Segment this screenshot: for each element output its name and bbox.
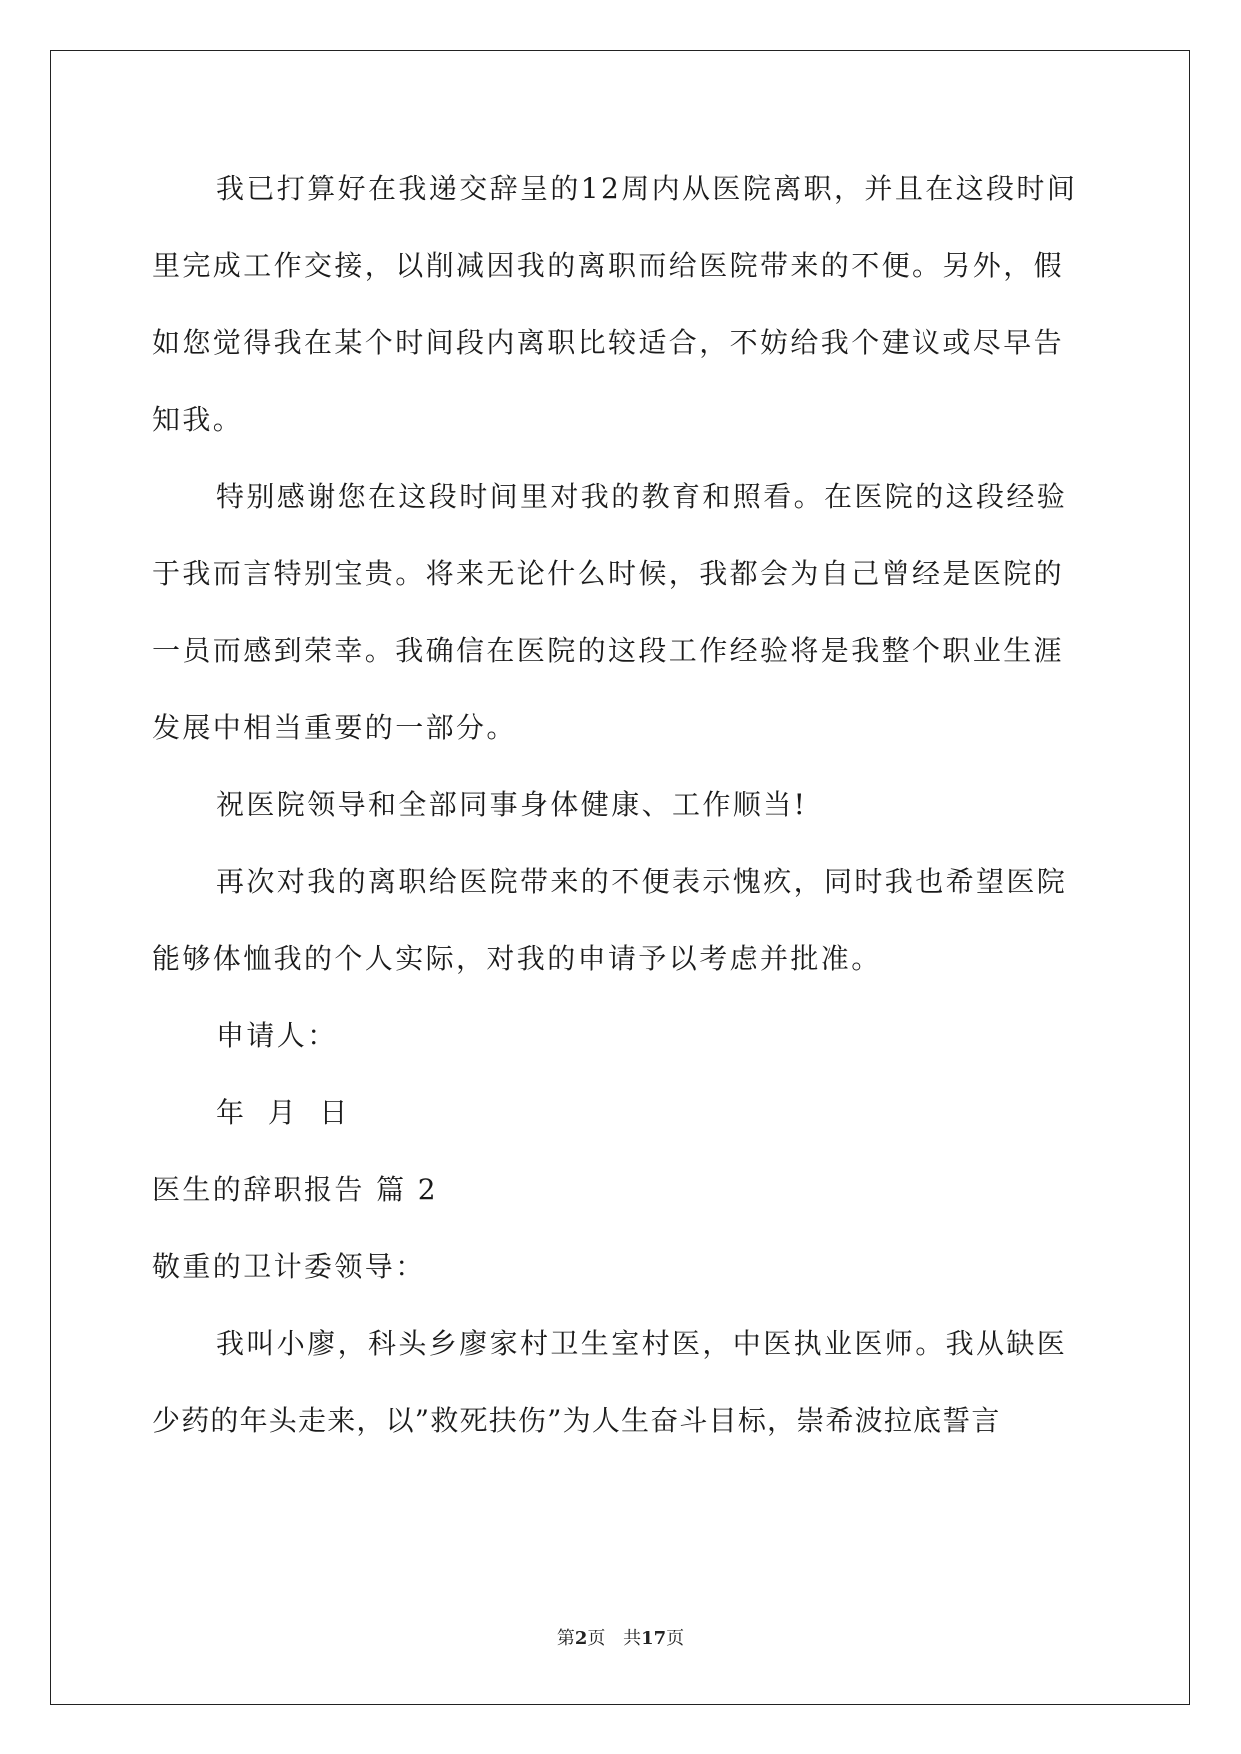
paragraph-line: 于我而言特别宝贵。将来无论什么时候，我都会为自己曾经是医院的 xyxy=(152,557,1065,590)
page-number: 第2页 xyxy=(556,1628,606,1649)
paragraph-line: 特别感谢您在这段时间里对我的教育和照看。在医院的这段经验 xyxy=(216,480,1068,513)
paragraph-line: 祝医院领导和全部同事身体健康、工作顺当! xyxy=(216,788,808,821)
date-placeholder: 年 月 日 xyxy=(216,1096,350,1129)
paragraph-line: 我叫小廖，科头乡廖家村卫生室村医，中医执业医师。我从缺医 xyxy=(216,1327,1068,1360)
page-footer xyxy=(0,1624,1241,1650)
paragraph-line: 能够体恤我的个人实际，对我的申请予以考虑并批准。 xyxy=(152,942,882,975)
paragraph-line: 如您觉得我在某个时间段内离职比较适合，不妨给我个建议或尽早告 xyxy=(152,326,1065,359)
paragraph-line: 少药的年头走来，以”救死扶伤”为人生奋斗目标，崇希波拉底誓言 xyxy=(152,1404,1001,1437)
signature-label: 申请人： xyxy=(216,1019,338,1052)
paragraph-line: 再次对我的离职给医院带来的不便表示愧疚，同时我也希望医院 xyxy=(216,865,1068,898)
paragraph-line: 我已打算好在我递交辞呈的12周内从医院离职，并且在这段时间 xyxy=(216,172,1078,205)
salutation: 敬重的卫计委领导： xyxy=(152,1250,426,1283)
paragraph-line: 知我。 xyxy=(152,403,244,436)
section-heading: 医生的辞职报告 篇 2 xyxy=(152,1173,439,1206)
paragraph-line: 一员而感到荣幸。我确信在医院的这段工作经验将是我整个职业生涯 xyxy=(152,634,1065,667)
document-body xyxy=(152,150,1088,1459)
paragraph-line: 发展中相当重要的一部分。 xyxy=(152,711,517,744)
page-total: 共17页 xyxy=(623,1628,685,1649)
paragraph-line: 里完成工作交接，以削减因我的离职而给医院带来的不便。另外，假 xyxy=(152,249,1065,282)
